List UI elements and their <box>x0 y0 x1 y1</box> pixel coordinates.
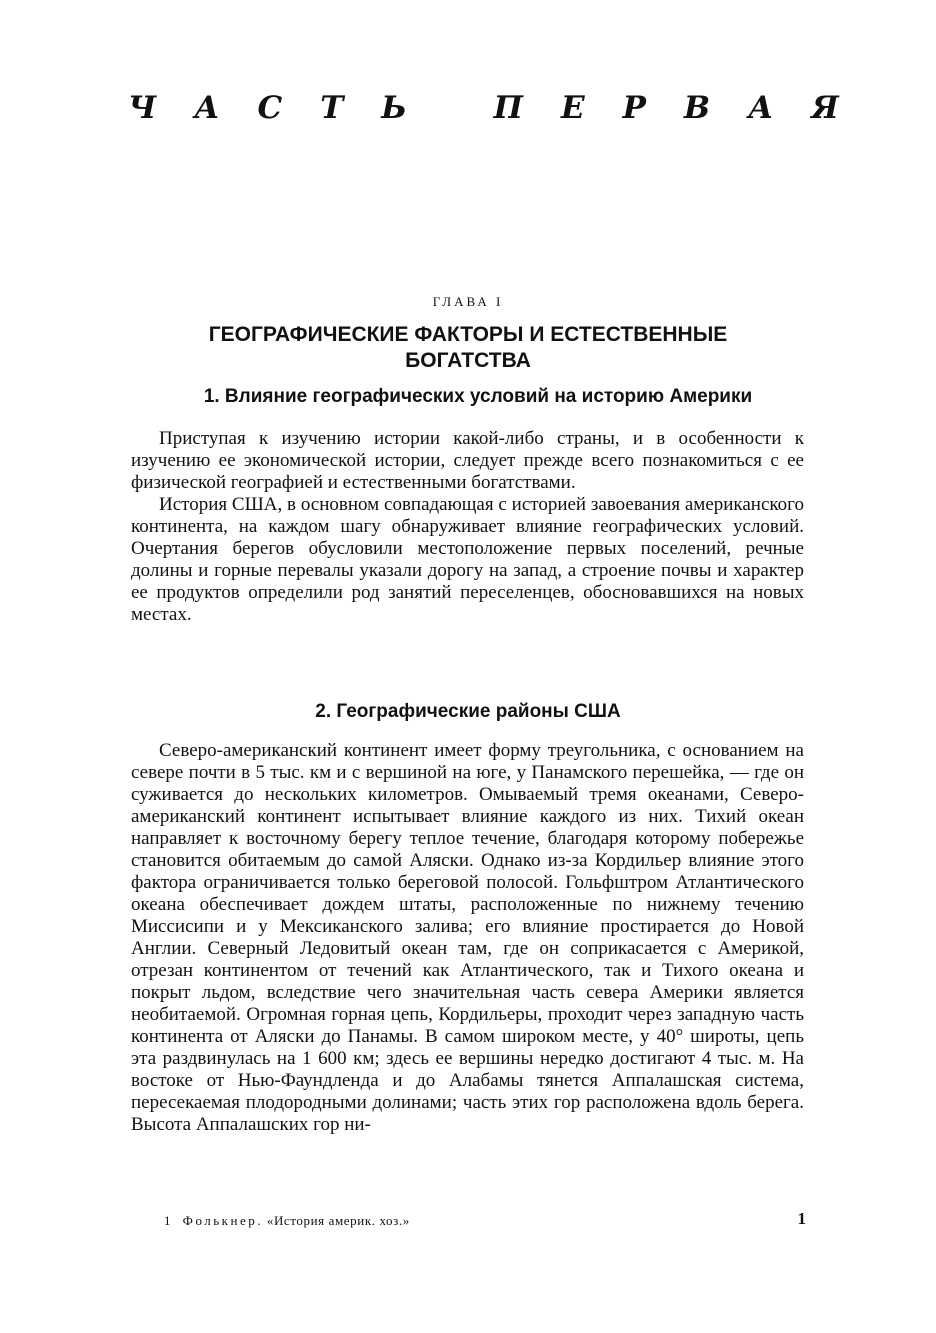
section-2-body <box>131 740 804 1136</box>
section-1-paragraph-2: История США, в основном совпадающая с историей завоевания американского континента, на каждом шагу обнаруживает влияние географических условий. Очертания берегов обусловили местоположение первых поселений, речные долины и горные перевалы указали дорогу на запад, а строение почвы и характер ее продуктов определили род занятий переселенцев, обосновавшихся на новых местах. <box>131 494 804 625</box>
footnote-work: «История америк. хоз.» <box>266 1213 410 1228</box>
chapter-label: ГЛАВА I <box>432 294 504 309</box>
page-number: 1 <box>797 1209 806 1228</box>
section-1-title: 1. Влияние географических условий на историю Америки <box>203 386 753 407</box>
section-2-title: 2. Географические районы США <box>315 701 621 722</box>
footnote-number: 1 <box>164 1213 172 1228</box>
section-1-body <box>131 428 804 626</box>
part-title: ЧАСТЬ ПЕРВАЯ <box>128 90 877 126</box>
section-1-paragraph-1: Приступая к изучению истории какой-либо страны, и в особенности к изучению ее экономической истории, следует прежде всего познакомиться с ее физической географией и естественными богатствами. <box>131 428 804 493</box>
chapter-title: ГЕОГРАФИЧЕСКИЕ ФАКТОРЫ И ЕСТЕСТВЕННЫЕ БОГАТСТВА <box>208 323 728 372</box>
footnote-author: Фолькнер. <box>182 1213 263 1228</box>
footnote <box>164 1213 410 1229</box>
section-2-paragraph: Северо-американский континент имеет форму треугольника, с основанием на севере почти в 5 тыс. км и с вершиной на юге, у Панамского перешейка, — где он суживается до нескольких километров. Омываемый тремя океанами, Северо-американский континент испытывает влияние каждого из них. Тихий океан направляет к восточному берегу теплое течение, благодаря которому побережье становится обитаемым до самой Аляски. Однако из-за Кордильер влияние этого фактора ограничивается только береговой полосой. Гольфштром Атлантического океана обеспечивает дождем штаты, расположенные по нижнему течению Миссисипи и у Мексиканского залива; его влияние простирается до Новой Англии. Северный Ледовитый океан там, где он соприкасается с Америкой, отрезан континентом от течений как Атлантического, так и Тихого океана и покрыт льдом, вследствие чего значительная часть севера Америки является необитаемой. Огромная горная цепь, Кордильеры, проходит через западную часть континента от Аляски до Панамы. В самом широком месте, у 40° широты, цепь эта раздвинулась на 1 600 км; здесь ее вершины нередко достигают 4 тыс. м. На востоке от Нью-Фаундленда и до Алабамы тянется Аппалашская система, пересекаемая плодородными долинами; часть этих гор расположена вдоль берега. Высота Аппалашских гор ни- <box>131 740 804 1135</box>
